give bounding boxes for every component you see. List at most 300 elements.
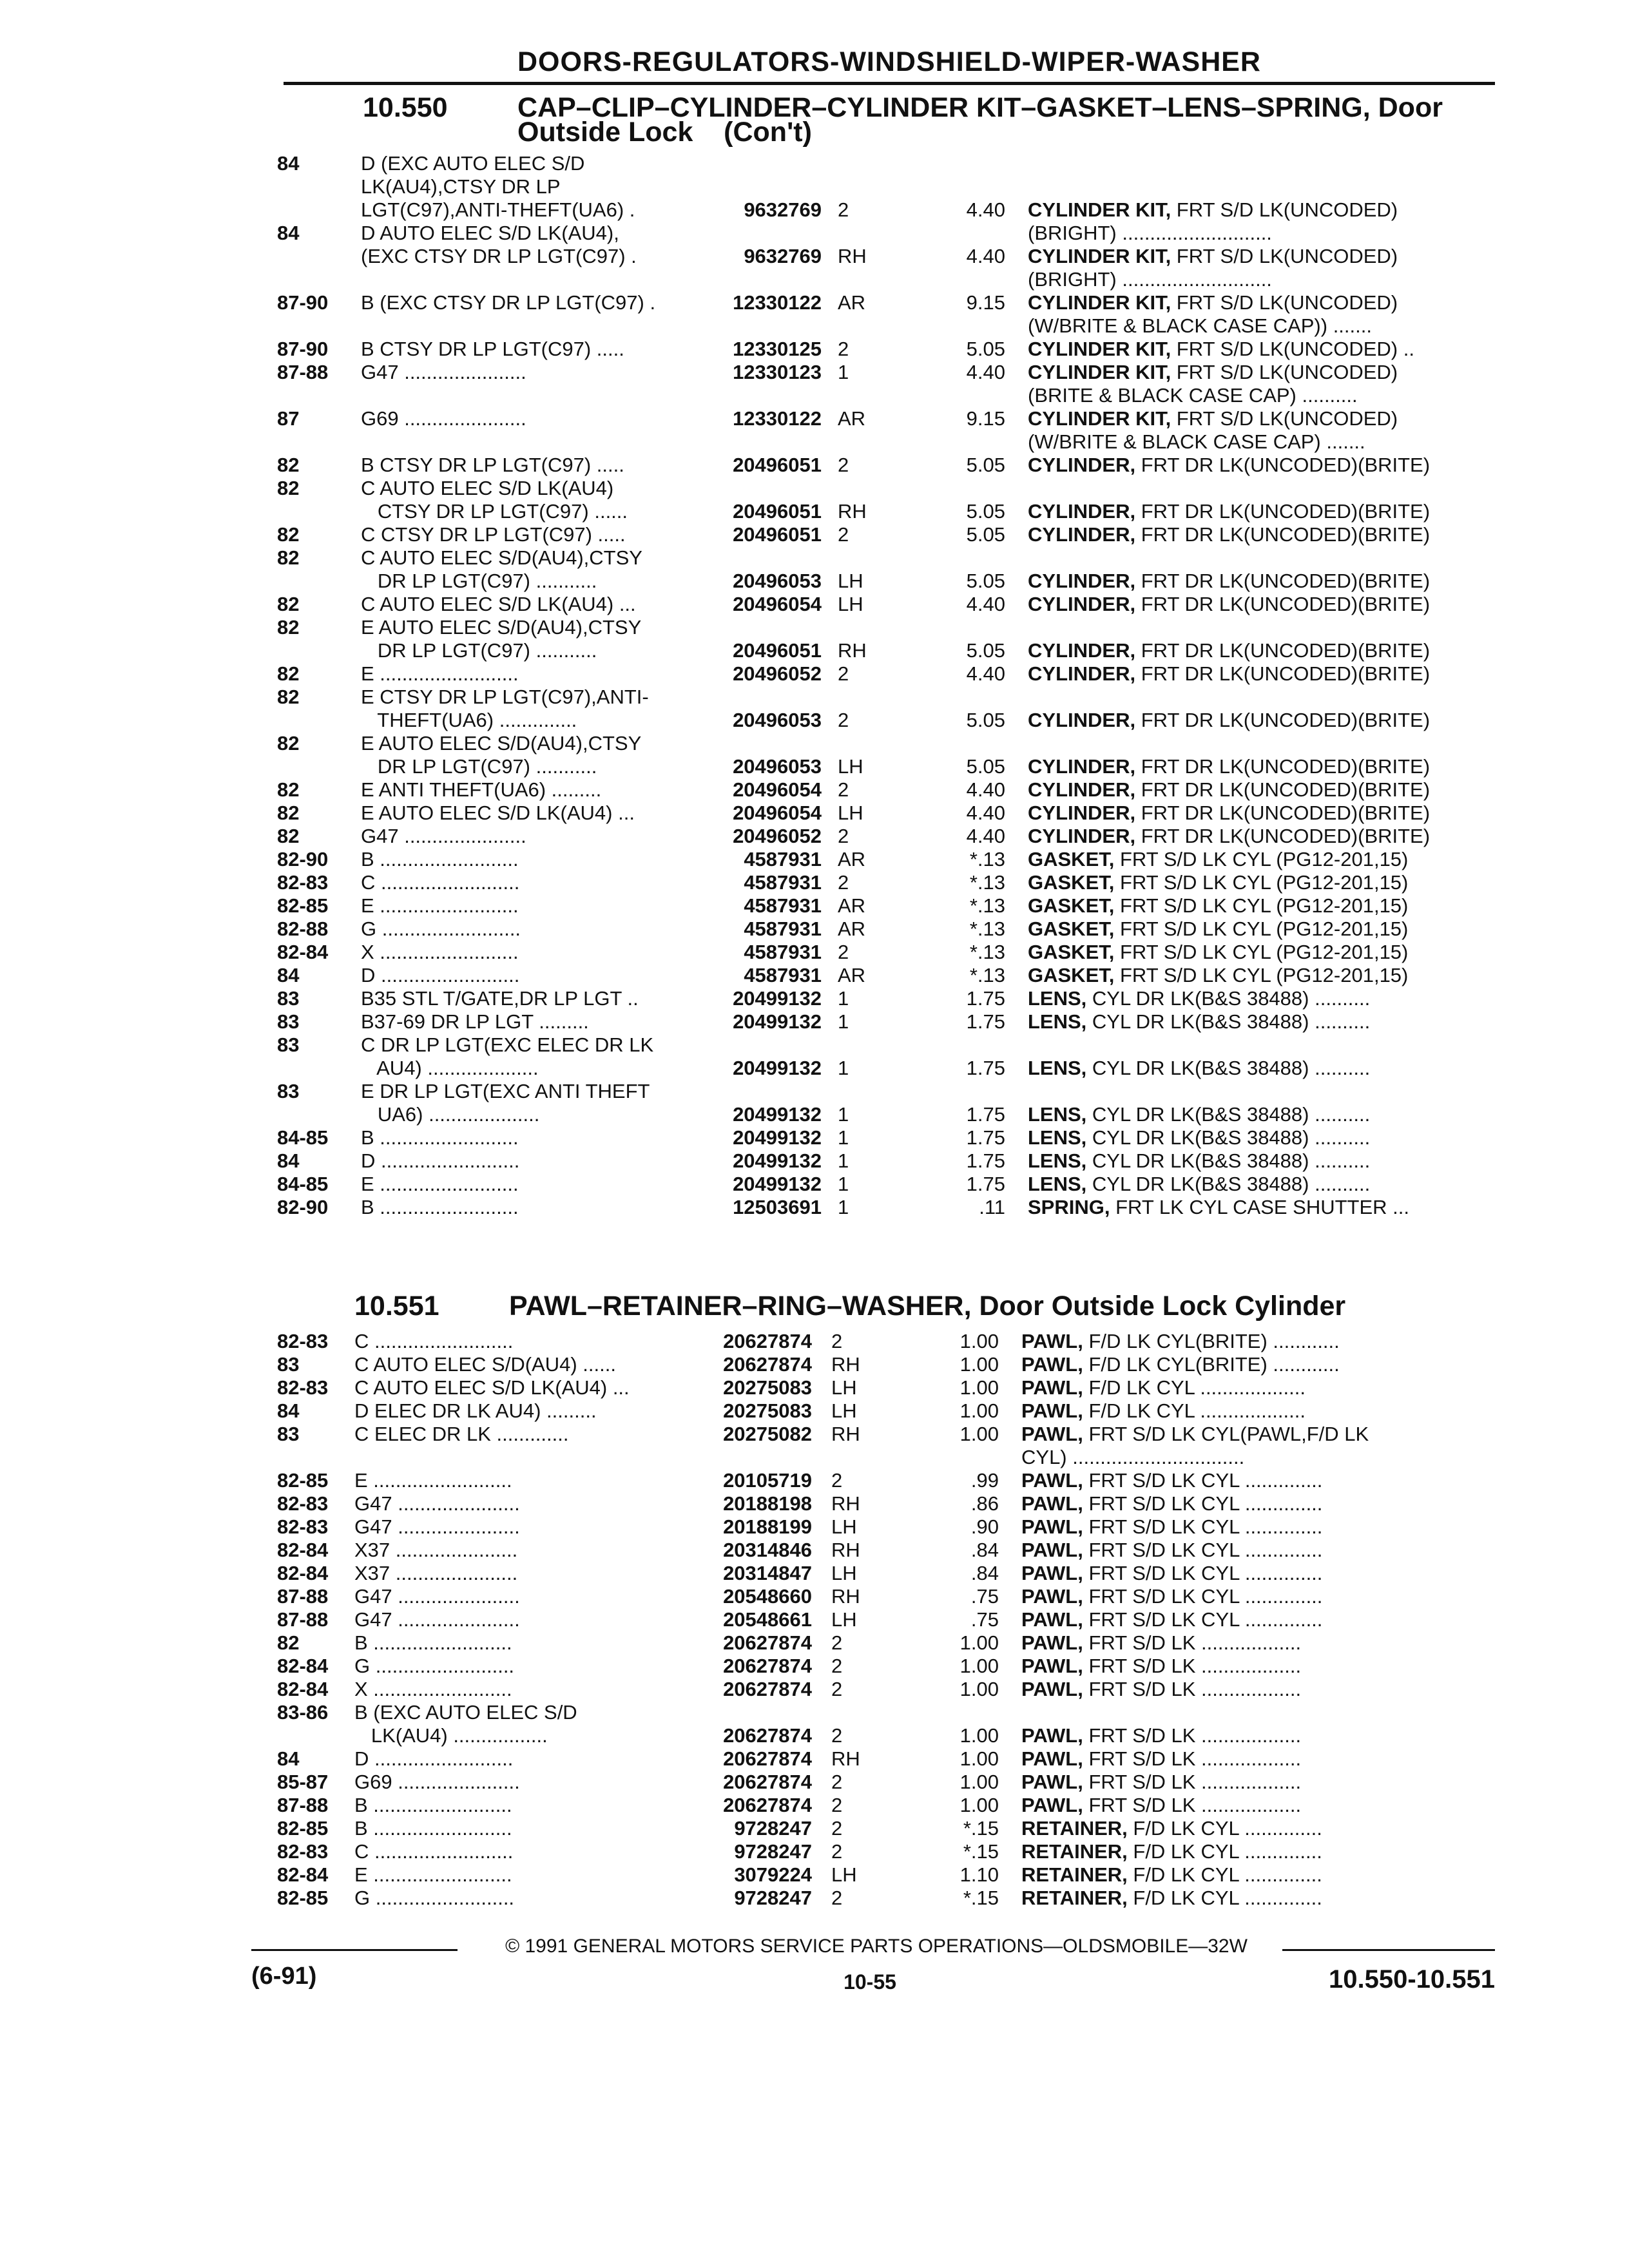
quantity: 1 (838, 361, 849, 383)
part-name: CYLINDER KIT, (1028, 198, 1171, 221)
footer-rule-right (1282, 1949, 1495, 1951)
model-applicability: D ......................... (354, 1747, 514, 1770)
model-applicability: C AUTO ELEC S/D LK(AU4) ... (354, 1376, 630, 1399)
list-price: .90 (970, 1515, 999, 1538)
quantity: 1 (838, 1010, 849, 1033)
part-name: RETAINER, (1021, 1863, 1128, 1886)
part-name: PAWL, (1021, 1562, 1083, 1584)
part-row (277, 1492, 1501, 1515)
part-number: 20496053 (733, 755, 822, 778)
list-price: .84 (970, 1539, 999, 1561)
model-year: 83 (277, 1080, 300, 1102)
quantity: 2 (838, 825, 849, 847)
part-name: PAWL, (1021, 1376, 1083, 1399)
quantity: 2 (831, 1330, 843, 1352)
quantity: LH (831, 1515, 857, 1538)
model-applicability: E DR LP LGT(EXC ANTI THEFT UA6) .................... (361, 1080, 650, 1126)
part-name: PAWL, (1021, 1631, 1083, 1654)
model-year: 82-83 (277, 1330, 329, 1352)
model-year: 82 (277, 686, 300, 708)
model-year: 83 (277, 1353, 300, 1376)
part-name: CYLINDER, (1028, 500, 1136, 523)
part-name: CYLINDER KIT, (1028, 407, 1171, 430)
quantity: AR (838, 291, 866, 314)
quantity: 2 (831, 1724, 843, 1747)
part-name: SPRING, (1028, 1196, 1110, 1218)
part-description: PAWL, F/D LK CYL(BRITE) ............ (1021, 1330, 1340, 1352)
part-description: PAWL, FRT S/D LK .................. (1021, 1771, 1302, 1793)
part-description: PAWL, FRT S/D LK CYL .............. (1021, 1539, 1323, 1561)
part-number: 4587931 (744, 848, 822, 870)
part-number: 20496052 (733, 825, 822, 847)
model-year: 84 (277, 1149, 300, 1172)
quantity: LH (831, 1608, 857, 1631)
part-description: CYLINDER KIT, FRT S/D LK(UNCODED) (BRIGHT) ........................... (1028, 245, 1398, 291)
list-price: 1.00 (959, 1724, 999, 1747)
quantity: 2 (831, 1794, 843, 1816)
quantity: 2 (838, 662, 849, 685)
part-number: 12503691 (733, 1196, 822, 1218)
model-applicability: X ......................... (361, 941, 519, 963)
part-description: CYLINDER KIT, FRT S/D LK(UNCODED) (W/BRITE & BLACK CASE CAP) ....... (1028, 407, 1398, 453)
part-number: 20275083 (723, 1399, 812, 1422)
model-year: 87-90 (277, 291, 329, 314)
list-price: 4.40 (966, 802, 1005, 824)
part-name: GASKET, (1028, 941, 1115, 963)
part-description: CYLINDER, FRT DR LK(UNCODED)(BRITE) (1028, 500, 1431, 523)
quantity: AR (838, 918, 866, 940)
part-name: PAWL, (1021, 1678, 1083, 1700)
part-row (277, 1173, 1501, 1196)
model-applicability: E ......................... (361, 662, 519, 685)
part-name: PAWL, (1021, 1469, 1083, 1492)
list-price: *.15 (963, 1887, 999, 1909)
part-description: RETAINER, F/D LK CYL .............. (1021, 1840, 1322, 1863)
part-name: PAWL, (1021, 1492, 1083, 1515)
model-applicability: G ......................... (354, 1887, 515, 1909)
list-price: 5.05 (966, 338, 1005, 360)
part-description: CYLINDER, FRT DR LK(UNCODED)(BRITE) (1028, 593, 1431, 615)
list-price: 4.40 (966, 593, 1005, 615)
part-name: PAWL, (1021, 1515, 1083, 1538)
model-year: 82-85 (277, 894, 329, 917)
list-price: 4.40 (966, 662, 1005, 685)
part-description: PAWL, FRT S/D LK CYL .............. (1021, 1608, 1323, 1631)
part-number: 12330125 (733, 338, 822, 360)
list-price: 1.00 (959, 1330, 999, 1352)
part-number: 20496053 (733, 709, 822, 731)
model-applicability: G ......................... (354, 1655, 515, 1677)
list-price: .11 (979, 1196, 1005, 1218)
part-name: LENS, (1028, 1149, 1087, 1172)
part-name: PAWL, (1021, 1655, 1083, 1677)
parts-table-10-551 (277, 1330, 1501, 1910)
part-name: LENS, (1028, 1103, 1087, 1126)
model-year: 82-85 (277, 1817, 329, 1840)
part-row (277, 1080, 1501, 1126)
model-applicability: B ......................... (361, 848, 519, 870)
part-number: 4587931 (744, 941, 822, 963)
quantity: AR (838, 407, 866, 430)
part-number: 12330122 (733, 291, 822, 314)
part-number: 20499132 (733, 987, 822, 1010)
part-row (277, 454, 1501, 477)
part-row (277, 361, 1501, 407)
part-row (277, 1631, 1501, 1655)
part-row (277, 848, 1501, 871)
part-number: 20496051 (733, 523, 822, 546)
part-number: 20499132 (733, 1173, 822, 1195)
part-description: PAWL, FRT S/D LK .................. (1021, 1724, 1302, 1747)
list-price: *.13 (969, 918, 1005, 940)
part-row (277, 941, 1501, 964)
part-row (277, 964, 1501, 987)
quantity: 1 (838, 987, 849, 1010)
part-name: CYLINDER, (1028, 825, 1136, 847)
model-year: 84 (277, 1747, 300, 1770)
model-year: 82-84 (277, 1863, 329, 1886)
model-applicability: C ......................... (361, 871, 520, 894)
part-row (277, 1330, 1501, 1353)
part-name: GASKET, (1028, 964, 1115, 986)
model-year: 84 (277, 1399, 300, 1422)
model-applicability: E AUTO ELEC S/D LK(AU4) ... (361, 802, 635, 824)
quantity: RH (831, 1353, 860, 1376)
list-price: *.13 (969, 964, 1005, 986)
model-year: 82 (277, 802, 300, 824)
list-price: 1.75 (966, 1126, 1005, 1149)
part-number: 20499132 (733, 1126, 822, 1149)
quantity: 1 (838, 1103, 849, 1126)
part-description: CYLINDER KIT, FRT S/D LK(UNCODED) (BRIGHT) ........................... (1028, 198, 1398, 244)
model-applicability: E AUTO ELEC S/D(AU4),CTSY DR LP LGT(C97) ........... (361, 616, 642, 662)
list-price: 1.75 (966, 1057, 1005, 1079)
model-applicability: G69 ...................... (361, 407, 526, 430)
quantity: 1 (838, 1149, 849, 1172)
part-number: 20627874 (723, 1678, 812, 1700)
part-number: 20314847 (723, 1562, 812, 1584)
model-applicability: B37-69 DR LP LGT ......... (361, 1010, 589, 1033)
part-description: LENS, CYL DR LK(B&S 38488) .......... (1028, 1173, 1371, 1195)
part-row (277, 1126, 1501, 1149)
quantity: 2 (831, 1817, 843, 1840)
model-applicability: E ......................... (361, 1173, 519, 1195)
part-name: PAWL, (1021, 1539, 1083, 1561)
part-row (277, 1010, 1501, 1033)
model-applicability: C AUTO ELEC S/D LK(AU4) CTSY DR LP LGT(C97) ...... (361, 477, 628, 523)
model-applicability: E AUTO ELEC S/D(AU4),CTSY DR LP LGT(C97) ........... (361, 732, 642, 778)
footer-section-range: 10.550-10.551 (1328, 1965, 1495, 1994)
part-row (277, 1585, 1501, 1608)
part-name: PAWL, (1021, 1771, 1083, 1793)
part-number: 20627874 (723, 1771, 812, 1793)
part-row (277, 686, 1501, 732)
model-applicability: G47 ...................... (361, 361, 526, 383)
part-name: CYLINDER, (1028, 593, 1136, 615)
quantity: RH (838, 245, 867, 267)
footer-date: (6-91) (251, 1963, 317, 1990)
page-header-title: DOORS-REGULATORS-WINDSHIELD-WIPER-WASHER (517, 46, 1261, 77)
section-number: 10.550 (363, 92, 448, 123)
model-applicability: B (EXC AUTO ELEC S/D LK(AU4) ................. (354, 1701, 577, 1747)
quantity: 1 (838, 1057, 849, 1079)
part-number: 12330122 (733, 407, 822, 430)
part-number: 9728247 (734, 1840, 812, 1863)
part-description: PAWL, FRT S/D LK .................. (1021, 1794, 1302, 1816)
part-description: PAWL, FRT S/D LK .................. (1021, 1655, 1302, 1677)
list-price: 5.05 (966, 570, 1005, 592)
part-number: 20275083 (723, 1376, 812, 1399)
part-description: CYLINDER, FRT DR LK(UNCODED)(BRITE) (1028, 639, 1431, 662)
part-description: PAWL, FRT S/D LK CYL .............. (1021, 1585, 1323, 1608)
part-description: LENS, CYL DR LK(B&S 38488) .......... (1028, 1126, 1371, 1149)
part-description: GASKET, FRT S/D LK CYL (PG12-201,15) (1028, 918, 1409, 940)
list-price: .75 (970, 1585, 999, 1608)
quantity: LH (838, 570, 863, 592)
part-row (277, 778, 1501, 802)
model-year: 82 (277, 616, 300, 639)
part-description: PAWL, FRT S/D LK CYL .............. (1021, 1515, 1323, 1538)
part-row (277, 1353, 1501, 1376)
part-description: PAWL, F/D LK CYL(BRITE) ............ (1021, 1353, 1340, 1376)
list-price: 1.00 (959, 1376, 999, 1399)
part-name: CYLINDER, (1028, 778, 1136, 801)
part-description: LENS, CYL DR LK(B&S 38488) .......... (1028, 1103, 1371, 1126)
list-price: 1.00 (959, 1631, 999, 1654)
list-price: 5.05 (966, 639, 1005, 662)
list-price: 1.75 (966, 1173, 1005, 1195)
list-price: 1.00 (959, 1794, 999, 1816)
part-description: LENS, CYL DR LK(B&S 38488) .......... (1028, 987, 1371, 1010)
model-applicability: G47 ...................... (354, 1608, 520, 1631)
list-price: .84 (970, 1562, 999, 1584)
model-applicability: E ......................... (354, 1469, 512, 1492)
part-name: CYLINDER, (1028, 755, 1136, 778)
list-price: 1.75 (966, 987, 1005, 1010)
list-price: 5.05 (966, 500, 1005, 523)
quantity: AR (838, 848, 866, 870)
part-number: 20188198 (723, 1492, 812, 1515)
quantity: RH (831, 1747, 860, 1770)
part-description: CYLINDER, FRT DR LK(UNCODED)(BRITE) (1028, 825, 1431, 847)
list-price: 4.40 (966, 198, 1005, 221)
part-row (277, 1033, 1501, 1080)
part-row (277, 593, 1501, 616)
part-row (277, 1376, 1501, 1399)
list-price: 1.10 (959, 1863, 999, 1886)
part-row (277, 871, 1501, 894)
model-applicability: B CTSY DR LP LGT(C97) ..... (361, 338, 624, 360)
model-year: 82-88 (277, 918, 329, 940)
quantity: 2 (838, 454, 849, 476)
part-number: 20496051 (733, 500, 822, 523)
list-price: 1.00 (959, 1747, 999, 1770)
part-name: LENS, (1028, 1173, 1087, 1195)
part-row (277, 1539, 1501, 1562)
part-row (277, 1196, 1501, 1219)
model-applicability: B ......................... (354, 1794, 512, 1816)
part-row (277, 918, 1501, 941)
parts-table-10-550 (277, 152, 1501, 1219)
part-number: 20627874 (723, 1330, 812, 1352)
part-row (277, 1840, 1501, 1863)
model-applicability: B (EXC CTSY DR LP LGT(C97) . (361, 291, 656, 314)
part-name: PAWL, (1021, 1747, 1083, 1770)
part-name: CYLINDER, (1028, 454, 1136, 476)
part-row (277, 1562, 1501, 1585)
part-description: GASKET, FRT S/D LK CYL (PG12-201,15) (1028, 848, 1409, 870)
part-row (277, 546, 1501, 593)
quantity: 2 (838, 778, 849, 801)
model-year: 82 (277, 454, 300, 476)
part-row (277, 662, 1501, 686)
quantity: 2 (838, 709, 849, 731)
part-description: PAWL, FRT S/D LK .................. (1021, 1747, 1302, 1770)
part-number: 20496053 (733, 570, 822, 592)
part-number: 20627874 (723, 1794, 812, 1816)
part-row (277, 1423, 1501, 1469)
part-row (277, 1655, 1501, 1678)
part-number: 20627874 (723, 1631, 812, 1654)
part-name: GASKET, (1028, 871, 1115, 894)
quantity: 2 (838, 198, 849, 221)
quantity: 2 (838, 523, 849, 546)
part-row (277, 1817, 1501, 1840)
part-number: 20548660 (723, 1585, 812, 1608)
part-name: CYLINDER KIT, (1028, 291, 1171, 314)
part-name: RETAINER, (1021, 1887, 1128, 1909)
list-price: 9.15 (966, 407, 1005, 430)
part-row (277, 1747, 1501, 1771)
part-name: GASKET, (1028, 918, 1115, 940)
part-number: 20548661 (723, 1608, 812, 1631)
quantity: 1 (838, 1126, 849, 1149)
model-applicability: G47 ...................... (361, 825, 526, 847)
quantity: RH (838, 500, 867, 523)
quantity: 2 (831, 1887, 843, 1909)
list-price: 4.40 (966, 361, 1005, 383)
part-number: 20499132 (733, 1010, 822, 1033)
model-applicability: C ELEC DR LK ............. (354, 1423, 569, 1445)
section-number: 10.551 (354, 1291, 439, 1321)
part-name: PAWL, (1021, 1608, 1083, 1631)
model-year: 84-85 (277, 1126, 329, 1149)
model-year: 82 (277, 477, 300, 499)
part-description: GASKET, FRT S/D LK CYL (PG12-201,15) (1028, 871, 1409, 894)
part-description: PAWL, FRT S/D LK .................. (1021, 1678, 1302, 1700)
model-applicability: G47 ...................... (354, 1515, 520, 1538)
model-applicability: C CTSY DR LP LGT(C97) ..... (361, 523, 626, 546)
model-applicability: D ELEC DR LK AU4) ......... (354, 1399, 597, 1422)
model-applicability: D ......................... (361, 1149, 520, 1172)
list-price: 1.75 (966, 1149, 1005, 1172)
list-price: *.13 (969, 871, 1005, 894)
part-number: 4587931 (744, 894, 822, 917)
part-row (277, 1794, 1501, 1817)
part-row (277, 291, 1501, 338)
part-row (277, 894, 1501, 918)
quantity: 2 (831, 1678, 843, 1700)
model-year: 82-84 (277, 1678, 329, 1700)
part-description: GASKET, FRT S/D LK CYL (PG12-201,15) (1028, 964, 1409, 986)
part-name: PAWL, (1021, 1585, 1083, 1608)
footer-copyright: © 1991 GENERAL MOTORS SERVICE PARTS OPERATIONS—OLDSMOBILE—32W (505, 1936, 1248, 1957)
part-name: CYLINDER, (1028, 662, 1136, 685)
part-name: PAWL, (1021, 1794, 1083, 1816)
part-description: PAWL, F/D LK CYL ................... (1021, 1399, 1306, 1422)
quantity: LH (831, 1399, 857, 1422)
model-year: 82-85 (277, 1887, 329, 1909)
part-number: 20496051 (733, 639, 822, 662)
model-year: 83 (277, 1423, 300, 1445)
part-row (277, 1887, 1501, 1910)
quantity: LH (831, 1376, 857, 1399)
part-name: CYLINDER, (1028, 709, 1136, 731)
part-name: CYLINDER, (1028, 523, 1136, 546)
part-description: PAWL, FRT S/D LK CYL .............. (1021, 1562, 1323, 1584)
model-year: 82 (277, 546, 300, 569)
part-row (277, 825, 1501, 848)
part-description: GASKET, FRT S/D LK CYL (PG12-201,15) (1028, 894, 1409, 917)
part-name: CYLINDER, (1028, 570, 1136, 592)
model-applicability: C AUTO ELEC S/D LK(AU4) ... (361, 593, 636, 615)
model-year: 82-83 (277, 1492, 329, 1515)
part-name: PAWL, (1021, 1330, 1083, 1352)
model-year: 82-83 (277, 1515, 329, 1538)
list-price: *.13 (969, 941, 1005, 963)
list-price: 1.00 (959, 1353, 999, 1376)
model-year: 85-87 (277, 1771, 329, 1793)
model-year: 87-88 (277, 1608, 329, 1631)
part-description: CYLINDER KIT, FRT S/D LK(UNCODED) .. (1028, 338, 1414, 360)
quantity: 2 (831, 1655, 843, 1677)
model-year: 82-84 (277, 1539, 329, 1561)
list-price: *.15 (963, 1817, 999, 1840)
part-row (277, 1149, 1501, 1173)
part-number: 20627874 (723, 1353, 812, 1376)
part-description: CYLINDER, FRT DR LK(UNCODED)(BRITE) (1028, 778, 1431, 801)
quantity: LH (838, 755, 863, 778)
part-number: 20499132 (733, 1149, 822, 1172)
model-applicability: C AUTO ELEC S/D(AU4),CTSY DR LP LGT(C97) ........... (361, 546, 642, 592)
part-name: LENS, (1028, 1057, 1087, 1079)
list-price: 1.00 (959, 1678, 999, 1700)
model-applicability: C ......................... (354, 1330, 514, 1352)
model-applicability: E CTSY DR LP LGT(C97),ANTI- THEFT(UA6) .............. (361, 686, 649, 731)
section-title: PAWL–RETAINER–RING–WASHER, Door Outside Lock Cylinder (509, 1291, 1346, 1321)
part-description: CYLINDER, FRT DR LK(UNCODED)(BRITE) (1028, 454, 1431, 476)
section-subtitle: Outside Lock (Con't) (517, 117, 812, 148)
part-name: PAWL, (1021, 1423, 1083, 1445)
part-name: CYLINDER, (1028, 802, 1136, 824)
part-name: CYLINDER KIT, (1028, 361, 1171, 383)
list-price: 1.00 (959, 1423, 999, 1445)
part-name: CYLINDER, (1028, 639, 1136, 662)
part-description: PAWL, FRT S/D LK CYL .............. (1021, 1469, 1323, 1492)
model-year: 82 (277, 662, 300, 685)
model-year: 82 (277, 593, 300, 615)
model-year: 83 (277, 987, 300, 1010)
quantity: LH (838, 802, 863, 824)
quantity: RH (831, 1585, 860, 1608)
model-year: 82 (277, 523, 300, 546)
part-number: 9632769 (744, 245, 822, 267)
model-applicability: E ......................... (354, 1863, 512, 1886)
part-description: LENS, CYL DR LK(B&S 38488) .......... (1028, 1057, 1371, 1079)
model-year: 82-85 (277, 1469, 329, 1492)
model-year: 82 (277, 825, 300, 847)
part-name: CYLINDER KIT, (1028, 338, 1171, 360)
